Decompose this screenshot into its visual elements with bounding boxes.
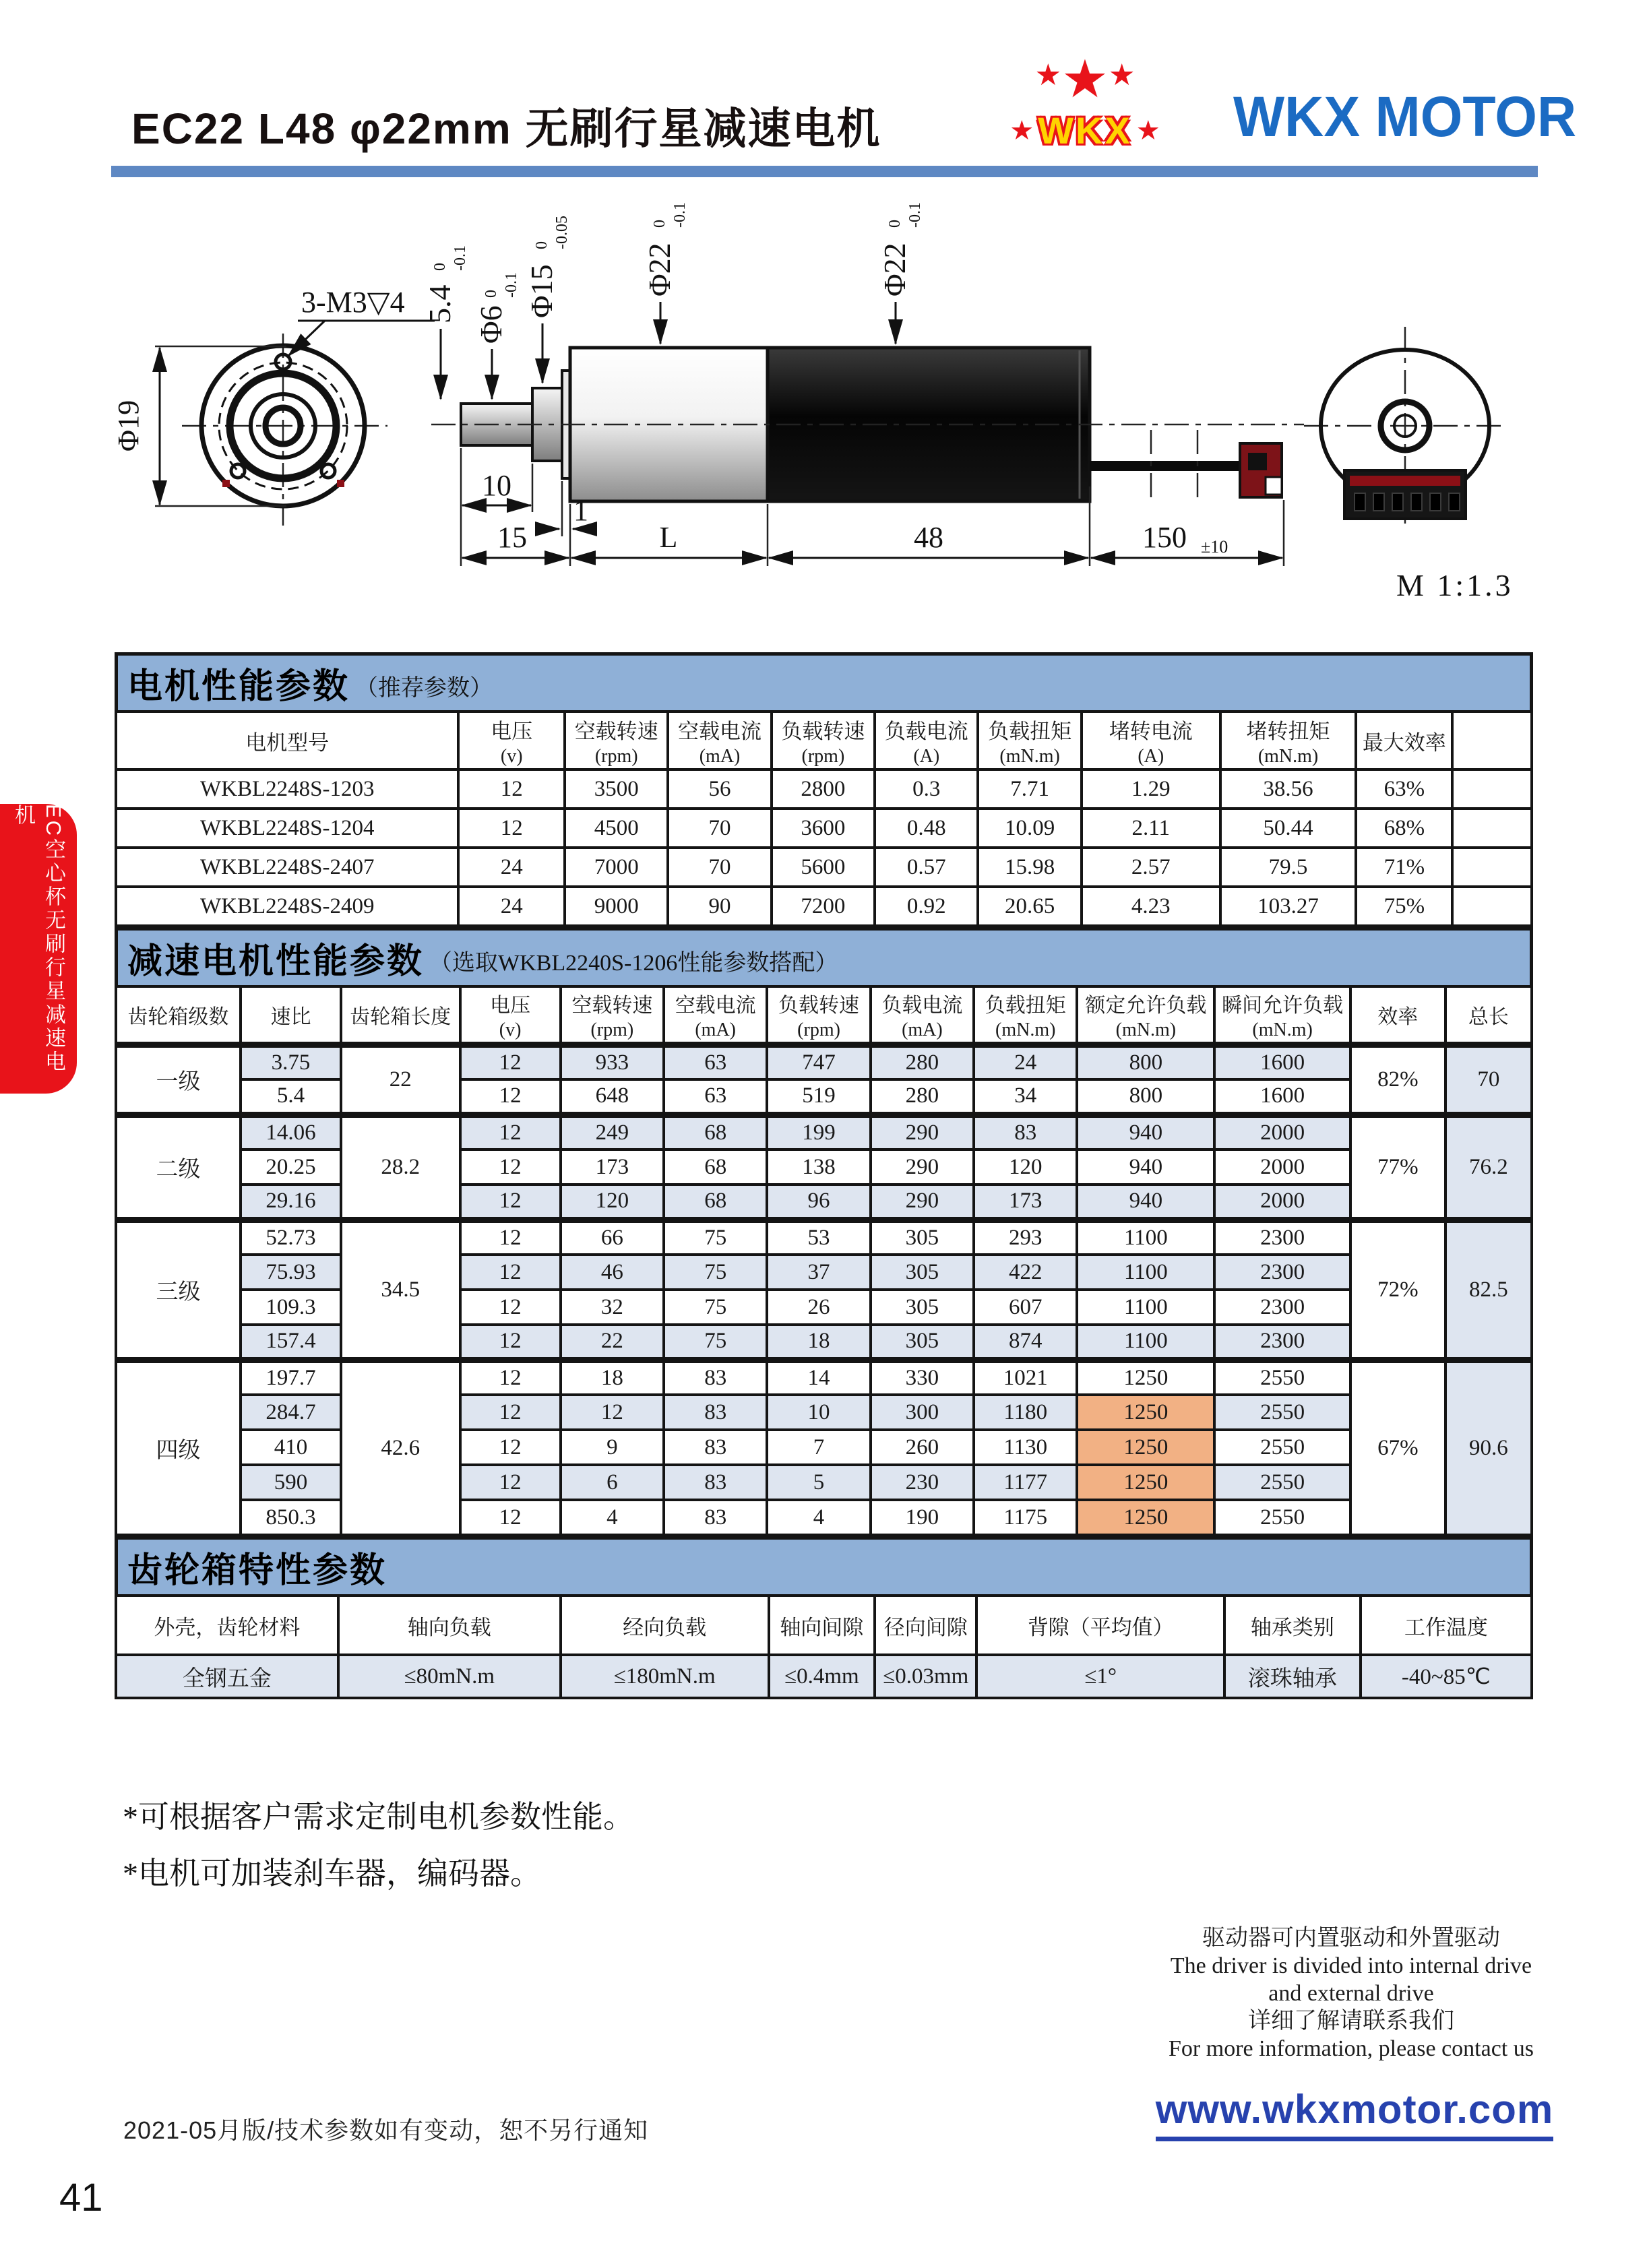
dim-150: 150 xyxy=(1142,521,1187,554)
motor-table-subtitle: （推荐参数） xyxy=(355,676,493,701)
front-view xyxy=(112,286,435,526)
gear-table-header-row: 齿轮箱级数 速比 齿轮箱长度 电压 (v) 空载转速 (rpm) 空载电流 (mA) 负载转速 (rpm) 负载电流 (mA) 负载扭矩 (mN.m) 额定允许负载 (mN.m) 瞬间允许负载 (mN.m) 效率 总长 xyxy=(116,986,1532,1044)
table-row: WKBL2248S-1204 12 4500 70 3600 0.48 10.09 2.11 50.44 68% xyxy=(116,809,1532,848)
table-row: WKBL2248S-2409 24 9000 90 7200 0.92 20.65 4.23 103.27 75% xyxy=(116,887,1532,926)
highlighted-cell: 1250 xyxy=(1077,1465,1214,1500)
svg-text:0: 0 xyxy=(483,290,500,298)
dim-5-4: 5.4 xyxy=(423,284,457,323)
table-row: 一级 3.75 22 12 933 63 747 280 24 800 1600 82% 70 xyxy=(116,1044,1532,1079)
gearbox-table-title: 齿轮箱特性参数 xyxy=(127,1551,387,1590)
website-link[interactable]: www.wkxmotor.com xyxy=(1156,2086,1554,2141)
gearbox-table-band xyxy=(115,1536,1533,1594)
page-title: EC22 L48 φ22mm 无刷行星减速电机 xyxy=(131,104,881,153)
header-divider xyxy=(111,166,1538,177)
red-mark xyxy=(337,480,344,487)
dim-phi15: Φ15 xyxy=(524,264,559,318)
table-row: 20.25 12 173 68 138 290 120 940 2000 xyxy=(116,1149,1532,1185)
table-row: 850.3 12 4 83 4 190 1175 1250 2550 xyxy=(116,1500,1532,1535)
highlighted-cell: 1250 xyxy=(1077,1395,1214,1430)
gearbox-table-header-row: 外壳，齿轮材料 轴向负载 经向负载 轴向间隙 径向间隙 背隙（平均值） 轴承类别 工作温度 xyxy=(116,1596,1532,1655)
svg-text:-0.1: -0.1 xyxy=(503,272,520,298)
svg-text:-0.1: -0.1 xyxy=(452,245,469,271)
side-tab-label: EC空心杯无刷行星减速电机 xyxy=(11,804,65,1075)
spec-tables xyxy=(115,652,1533,1699)
svg-text:0: 0 xyxy=(886,220,904,228)
website-link-wrap xyxy=(1146,2086,1563,2141)
motor-table-title: 电机性能参数 xyxy=(127,667,350,706)
table-row: 590 12 6 83 5 230 1177 1250 2550 xyxy=(116,1465,1532,1500)
svg-text:-0.1: -0.1 xyxy=(671,202,689,228)
side-view xyxy=(423,202,1304,566)
highlighted-cell: 1250 xyxy=(1077,1430,1214,1465)
red-mark xyxy=(222,480,230,487)
technical-drawing xyxy=(0,189,1649,633)
motor-table-band xyxy=(115,652,1533,710)
dim-48: 48 xyxy=(914,521,943,554)
mount-hole xyxy=(321,464,335,478)
gearbox-characteristics-table xyxy=(115,1594,1533,1699)
mount-hole xyxy=(231,464,245,478)
dim-1: 1 xyxy=(573,494,588,527)
gear-table-title: 减速电机性能参数 xyxy=(127,942,425,981)
star-icon: ★ xyxy=(1135,116,1160,146)
table-row: 157.4 12 22 75 18 305 874 1100 2300 xyxy=(116,1325,1532,1360)
motor-table-header-row: 电机型号 电压 (v) 空载转速 (rpm) 空载电流 (mA) 负载转速 (rpm) 负载电流 (A) 负载扭矩 (mN.m) 堵转电流 (A) 堵转扭矩 (mN.m) 最大效率 xyxy=(116,712,1532,769)
logo-stars-icon: ★★★ xyxy=(1034,49,1135,108)
contact-line: 详细了解请联系我们 xyxy=(1248,2009,1454,2034)
table-row: 二级 14.06 28.2 12 249 68 199 290 83 940 2000 77% 76.2 xyxy=(116,1114,1532,1149)
svg-text:0: 0 xyxy=(431,263,449,271)
note-line: *可根据客户需求定制电机参数性能。 xyxy=(123,1800,634,1834)
highlighted-cell: 1250 xyxy=(1077,1500,1214,1535)
dim-phi6: Φ6 xyxy=(474,305,508,344)
dim-phi22-gearbox: Φ22 xyxy=(642,243,677,296)
contact-block xyxy=(1092,1924,1611,2062)
rear-view xyxy=(1304,327,1514,602)
note-line: *电机可加装刹车器，编码器。 xyxy=(123,1856,541,1891)
table-row: 109.3 12 32 75 26 305 607 1100 2300 xyxy=(116,1290,1532,1325)
thread-note: 3-M3▽4 xyxy=(301,286,405,319)
svg-text:0: 0 xyxy=(533,241,551,249)
brand-name: WKX MOTOR xyxy=(1233,85,1577,148)
table-row: 5.4 12 648 63 519 280 34 800 1600 xyxy=(116,1079,1532,1114)
dim-150-tol: ±10 xyxy=(1201,537,1228,557)
dim-L: L xyxy=(659,521,678,554)
contact-line: 驱动器可内置驱动和外置驱动 xyxy=(1202,1926,1500,1951)
table-row: 284.7 12 12 83 10 300 1180 1250 2550 xyxy=(116,1395,1532,1430)
table-row: 四级 197.7 42.6 12 18 83 14 330 1021 1250 2550 67% 90.6 xyxy=(116,1360,1532,1395)
gearmotor-performance-table xyxy=(115,985,1533,1536)
contact-line: For more information, please contact us xyxy=(1169,2036,1534,2061)
gear-table-subtitle: （选取WKBL2240S-1206性能参数搭配） xyxy=(429,951,838,976)
notes xyxy=(123,1792,634,1905)
dim-15: 15 xyxy=(497,521,527,554)
brand-logo xyxy=(970,49,1200,152)
table-row: WKBL2248S-2407 24 7000 70 5600 0.57 15.98 2.57 79.5 71% xyxy=(116,848,1532,887)
star-icon: ★ xyxy=(1009,116,1034,146)
footer-note: 2021-05月版/技术参数如有变动，恕不另行通知 xyxy=(123,2116,649,2144)
contact-line: and external drive xyxy=(1268,1981,1434,2006)
logo-text: WKX xyxy=(1038,109,1132,152)
cable xyxy=(1090,461,1241,471)
table-row: WKBL2248S-1203 12 3500 56 2800 0.3 7.71 1.29 38.56 63% xyxy=(116,769,1532,809)
contact-line: The driver is divided into internal drive xyxy=(1170,1953,1532,1978)
dim-label-phi19: Φ19 xyxy=(112,400,145,452)
table-row: 75.93 12 46 75 37 305 422 1100 2300 xyxy=(116,1255,1532,1290)
scale-note: M 1:1.3 xyxy=(1396,568,1514,602)
motor-performance-table xyxy=(115,710,1533,927)
page-number: 41 xyxy=(59,2176,103,2219)
table-row: 29.16 12 120 68 96 290 173 940 2000 xyxy=(116,1185,1532,1220)
table-row: 三级 52.73 34.5 12 66 75 53 305 293 1100 2300 72% 82.5 xyxy=(116,1220,1532,1255)
dim-10: 10 xyxy=(482,469,511,502)
side-tab xyxy=(0,804,77,1094)
svg-text:0: 0 xyxy=(651,220,668,228)
svg-text:-0.05: -0.05 xyxy=(553,216,571,249)
table-row: 410 12 9 83 7 260 1130 1250 2550 xyxy=(116,1430,1532,1465)
svg-text:-0.1: -0.1 xyxy=(906,202,924,228)
dim-phi22-motor: Φ22 xyxy=(877,243,912,296)
gear-table-band xyxy=(115,927,1533,985)
table-row: 全钢五金 ≤80mN.m ≤180mN.m ≤0.4mm ≤0.03mm ≤1° 滚珠轴承 -40~85℃ xyxy=(116,1655,1532,1698)
